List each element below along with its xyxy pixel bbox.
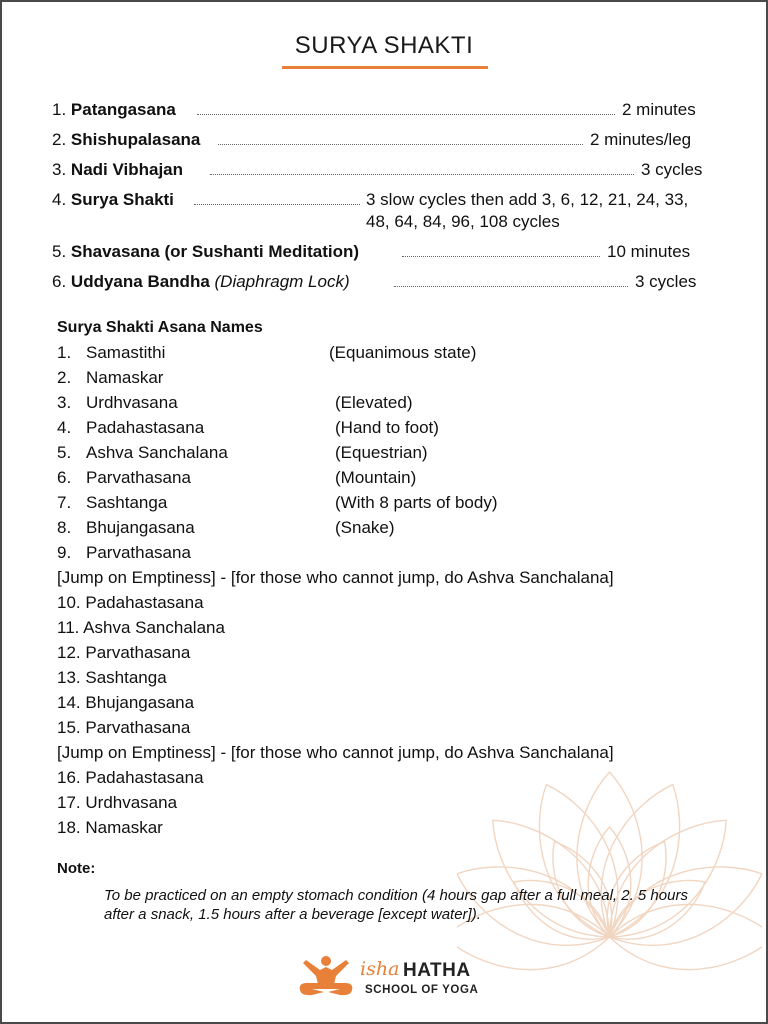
dot-leader	[218, 144, 583, 145]
exercise-row	[52, 270, 350, 294]
asana-number: 6.	[57, 468, 72, 487]
exercise-number: 3.	[52, 160, 67, 179]
asana-name: Urdhvasana	[86, 393, 178, 412]
asana-row	[57, 616, 225, 640]
asana-row	[57, 641, 190, 665]
asana-name: Urdhvasana	[85, 793, 178, 812]
jump-instruction: [Jump on Emptiness] - [for those who cannot jump, do Ashva Sanchalana]	[57, 743, 614, 762]
asana-row	[57, 816, 163, 840]
asana-section-heading: Surya Shakti Asana Names	[57, 319, 263, 336]
asana-number: 10.	[57, 593, 81, 612]
asana-name: Padahastasana	[85, 768, 204, 787]
asana-meaning: (Elevated)	[335, 393, 413, 412]
asana-name: Ashva Sanchalana	[86, 443, 228, 462]
exercise-name: Nadi Vibhajan	[70, 160, 184, 179]
asana-name: Sashtanga	[85, 668, 167, 687]
asana-name: Bhujangasana	[85, 693, 195, 712]
title-underline	[282, 66, 488, 69]
yogi-figure-icon	[294, 954, 358, 1000]
exercise-row	[52, 128, 200, 152]
asana-number: 5.	[57, 443, 72, 462]
dot-leader	[210, 174, 634, 175]
jump-instruction: [Jump on Emptiness] - [for those who cannot jump, do Ashva Sanchalana]	[57, 568, 614, 587]
exercise-duration: 3 cycles	[641, 160, 703, 179]
asana-row	[57, 716, 190, 740]
asana-number: 15.	[57, 718, 81, 737]
asana-name: Padahastasana	[85, 593, 204, 612]
asana-row	[57, 666, 167, 690]
logo-school-text: SCHOOL OF YOGA	[365, 984, 479, 996]
dot-leader	[197, 114, 615, 115]
asana-name: Bhujangasana	[86, 518, 195, 537]
page-title: SURYA SHAKTI	[294, 32, 474, 59]
asana-meaning: (Equanimous state)	[329, 343, 477, 362]
asana-name: Padahastasana	[86, 418, 205, 437]
exercise-name: Shishupalasana	[70, 130, 201, 149]
logo-isha-text: isha	[360, 958, 400, 980]
asana-name: Namaskar	[86, 368, 164, 387]
asana-name: Parvathasana	[85, 643, 191, 662]
exercise-row	[52, 98, 176, 122]
exercise-row	[52, 158, 183, 182]
asana-number: 17.	[57, 793, 81, 812]
note-text: To be practiced on an empty stomach condition (4 hours gap after a full meal, 2. 5 hours after a snack, 1.5 hours after a beverage [except water]).	[104, 887, 688, 923]
asana-name: Samastithi	[86, 343, 166, 362]
isha-hatha-logo	[294, 954, 484, 1002]
exercise-name: Patangasana	[70, 100, 176, 119]
asana-name: Sashtanga	[86, 493, 168, 512]
asana-number: 12.	[57, 643, 81, 662]
exercise-name: Shavasana (or Sushanti Meditation)	[70, 242, 360, 261]
asana-meaning: (Snake)	[335, 518, 395, 537]
asana-name: Parvathasana	[85, 718, 191, 737]
asana-number: 3.	[57, 393, 72, 412]
exercise-number: 4.	[52, 190, 67, 209]
asana-number: 18.	[57, 818, 81, 837]
asana-name: Parvathasana	[86, 543, 191, 562]
asana-number: 7.	[57, 493, 72, 512]
exercise-name: Surya Shakti	[70, 190, 174, 209]
exercise-name: Uddyana Bandha	[70, 272, 210, 291]
exercise-duration: 2 minutes/leg	[590, 130, 692, 149]
asana-number: 13.	[57, 668, 81, 687]
asana-meaning: (With 8 parts of body)	[335, 493, 498, 512]
exercise-duration: 3 cycles	[635, 272, 697, 291]
asana-number: 8.	[57, 518, 72, 537]
exercise-number: 5.	[52, 242, 67, 261]
asana-row	[57, 691, 194, 715]
note-heading: Note:	[57, 860, 96, 877]
dot-leader	[194, 204, 360, 205]
asana-number: 16.	[57, 768, 81, 787]
exercise-number: 1.	[52, 100, 67, 119]
exercise-duration: 3 slow cycles then add 3, 6, 12, 21, 24, 33,	[366, 190, 689, 209]
asana-number: 9.	[57, 543, 72, 562]
asana-number: 1.	[57, 343, 72, 362]
asana-name: Ashva Sanchalana	[83, 618, 225, 637]
asana-number: 11.	[57, 618, 80, 637]
asana-row	[57, 766, 204, 790]
asana-row	[57, 591, 204, 615]
exercise-number: 6.	[52, 272, 67, 291]
exercise-row	[52, 188, 174, 212]
logo-hatha-text: HATHA	[403, 960, 471, 981]
dot-leader	[394, 286, 628, 287]
exercise-row	[52, 240, 359, 264]
asana-name: Namaskar	[85, 818, 163, 837]
exercise-duration-continued: 48, 64, 84, 96, 108 cycles	[366, 212, 560, 231]
asana-number: 2.	[57, 368, 72, 387]
asana-name: Parvathasana	[86, 468, 191, 487]
asana-meaning: (Equestrian)	[335, 443, 428, 462]
asana-number: 4.	[57, 418, 72, 437]
asana-number: 14.	[57, 693, 81, 712]
exercise-number: 2.	[52, 130, 67, 149]
exercise-duration: 2 minutes	[622, 100, 696, 119]
asana-meaning: (Hand to foot)	[335, 418, 439, 437]
exercise-note: (Diaphragm Lock)	[214, 272, 350, 291]
asana-meaning: (Mountain)	[335, 468, 417, 487]
asana-row	[57, 791, 177, 815]
exercise-duration: 10 minutes	[607, 242, 691, 261]
dot-leader	[402, 256, 600, 257]
